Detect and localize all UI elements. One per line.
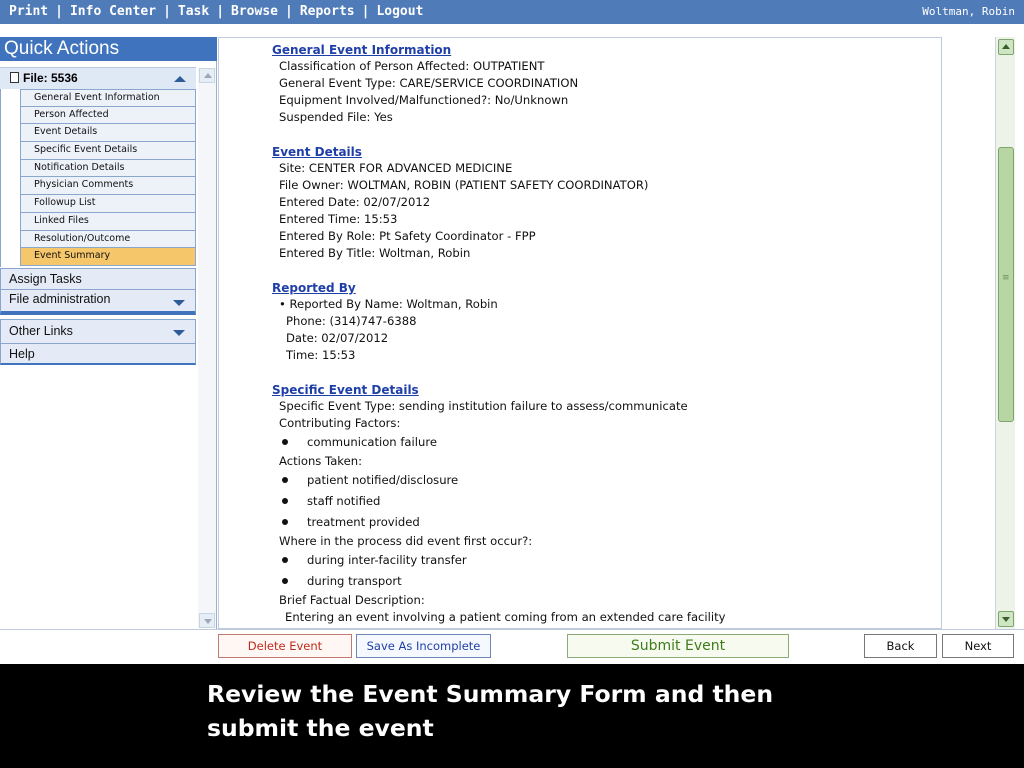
scroll-down-icon[interactable] xyxy=(998,611,1014,627)
event-summary-document xyxy=(272,43,940,626)
nav-event-details[interactable]: Event Details xyxy=(20,124,196,142)
nav-followup-list[interactable]: Followup List xyxy=(20,195,196,213)
other-links-section[interactable] xyxy=(0,319,196,344)
summary-line: File Owner: WOLTMAN, ROBIN (PATIENT SAFETY COORDINATOR) xyxy=(279,178,649,192)
bullet-icon xyxy=(282,578,288,584)
list-item-text: patient notified/disclosure xyxy=(307,473,459,487)
specific-event-section xyxy=(272,383,940,626)
menu-reports[interactable]: Reports xyxy=(299,4,355,19)
list-item-text: communication failure xyxy=(307,435,437,449)
list-item xyxy=(272,470,940,491)
other-links-label: Other Links xyxy=(9,324,73,338)
menu-browse[interactable]: Browse xyxy=(231,4,278,19)
save-as-incomplete-button[interactable]: Save As Incomplete xyxy=(356,634,491,658)
general-event-section xyxy=(272,43,940,126)
scroll-up-icon[interactable] xyxy=(998,39,1014,55)
summary-line: Entered Time: 15:53 xyxy=(279,212,398,226)
top-menu-bar xyxy=(0,0,1024,24)
delete-event-button[interactable]: Delete Event xyxy=(218,634,352,658)
summary-line: Entered By Title: Woltman, Robin xyxy=(279,246,471,260)
nav-notification-details[interactable]: Notification Details xyxy=(20,160,196,178)
contributing-factors-label: Contributing Factors: xyxy=(279,416,401,430)
scrollbar-thumb[interactable] xyxy=(998,147,1014,422)
summary-line: Site: CENTER FOR ADVANCED MEDICINE xyxy=(279,161,513,175)
bullet-icon xyxy=(282,498,288,504)
summary-line: Entered Date: 02/07/2012 xyxy=(279,195,431,209)
nav-linked-files[interactable]: Linked Files xyxy=(20,213,196,231)
summary-line: General Event Type: CARE/SERVICE COORDINATION xyxy=(279,76,579,90)
list-item-text: during inter-facility transfer xyxy=(307,553,467,567)
specific-event-type: Specific Event Type: sending institution failure to assess/communicate xyxy=(279,399,688,413)
bullet-icon xyxy=(282,557,288,563)
event-details-section xyxy=(272,145,940,262)
submit-event-button[interactable]: Submit Event xyxy=(567,634,789,658)
list-item xyxy=(272,571,940,592)
nav-event-summary[interactable]: Event Summary xyxy=(20,248,196,266)
brief-description-label: Brief Factual Description: xyxy=(279,593,425,607)
menu-separator: | xyxy=(55,4,63,19)
file-label: File: 5536 xyxy=(23,71,78,85)
action-button-bar xyxy=(0,629,1024,664)
document-icon xyxy=(10,72,19,83)
current-user: Woltman, Robin xyxy=(922,5,1015,18)
list-item xyxy=(272,432,940,453)
collapse-up-icon[interactable] xyxy=(174,76,186,82)
list-item-text: during transport xyxy=(307,574,402,588)
menu-separator: | xyxy=(163,4,171,19)
reported-by-section xyxy=(272,281,940,364)
reported-by-heading[interactable]: Reported By xyxy=(272,281,356,295)
list-item-text: staff notified xyxy=(307,494,381,508)
menu-print[interactable]: Print xyxy=(9,4,49,19)
bullet-icon xyxy=(282,439,288,445)
reporter-time: Time: 15:53 xyxy=(286,348,356,362)
back-button[interactable]: Back xyxy=(864,634,937,658)
brief-description-text: Entering an event involving a patient coming from an extended care facility xyxy=(285,610,726,624)
main-scrollbar[interactable] xyxy=(995,37,1015,629)
help-section[interactable]: Help xyxy=(0,343,196,365)
nav-person-affected[interactable]: Person Affected xyxy=(20,107,196,125)
assign-tasks-section[interactable]: Assign Tasks xyxy=(0,268,196,290)
nav-resolution-outcome[interactable]: Resolution/Outcome xyxy=(20,231,196,249)
content-gutter xyxy=(219,38,271,628)
scroll-down-icon[interactable] xyxy=(199,613,215,628)
actions-taken-label: Actions Taken: xyxy=(279,454,362,468)
list-item xyxy=(272,550,940,571)
sidebar-scrollbar[interactable] xyxy=(198,68,216,628)
expand-down-icon[interactable] xyxy=(173,300,185,306)
reporter-phone: Phone: (314)747-6388 xyxy=(286,314,417,328)
workspace xyxy=(0,24,1024,664)
quick-actions-header: Quick Actions xyxy=(0,37,217,61)
reported-by-name: • Reported By Name: Woltman, Robin xyxy=(279,297,498,311)
menu-separator: | xyxy=(361,4,370,19)
file-header[interactable] xyxy=(0,67,196,89)
next-button[interactable]: Next xyxy=(942,634,1014,658)
general-event-heading[interactable]: General Event Information xyxy=(272,43,452,57)
specific-event-heading[interactable]: Specific Event Details xyxy=(272,383,419,397)
where-occurred-label: Where in the process did event first occur?: xyxy=(279,534,533,548)
menu-separator: | xyxy=(285,4,293,19)
nav-general-event-information[interactable]: General Event Information xyxy=(20,89,196,107)
top-menu xyxy=(9,4,423,19)
summary-line: Equipment Involved/Malfunctioned?: No/Unknown xyxy=(279,93,569,107)
menu-info-center[interactable]: Info Center xyxy=(69,4,157,19)
summary-line: Classification of Person Affected: OUTPATIENT xyxy=(279,59,545,73)
summary-line: Suspended File: Yes xyxy=(279,110,393,124)
bullet-icon xyxy=(282,477,288,483)
file-administration-section[interactable] xyxy=(0,289,196,315)
bullet-icon xyxy=(282,519,288,525)
menu-logout[interactable]: Logout xyxy=(376,4,424,19)
sidebar xyxy=(0,37,217,629)
list-item-text: treatment provided xyxy=(307,515,420,529)
list-item xyxy=(272,491,940,512)
nav-physician-comments[interactable]: Physician Comments xyxy=(20,177,196,195)
nav-indent xyxy=(0,89,20,267)
menu-separator: | xyxy=(216,4,225,19)
expand-down-icon[interactable] xyxy=(173,330,185,336)
summary-line: Entered By Role: Pt Safety Coordinator - FPP xyxy=(279,229,536,243)
event-details-heading[interactable]: Event Details xyxy=(272,145,362,159)
file-administration-label: File administration xyxy=(9,292,111,306)
list-item xyxy=(272,512,940,533)
nav-specific-event-details[interactable]: Specific Event Details xyxy=(20,142,196,160)
instruction-caption: Review the Event Summary Form and then submit the event xyxy=(207,680,774,742)
file-nav-list xyxy=(20,89,196,266)
scroll-up-icon[interactable] xyxy=(199,68,215,83)
menu-task[interactable]: Task xyxy=(177,4,210,19)
reporter-date: Date: 02/07/2012 xyxy=(286,331,389,345)
event-summary-panel xyxy=(218,37,942,629)
